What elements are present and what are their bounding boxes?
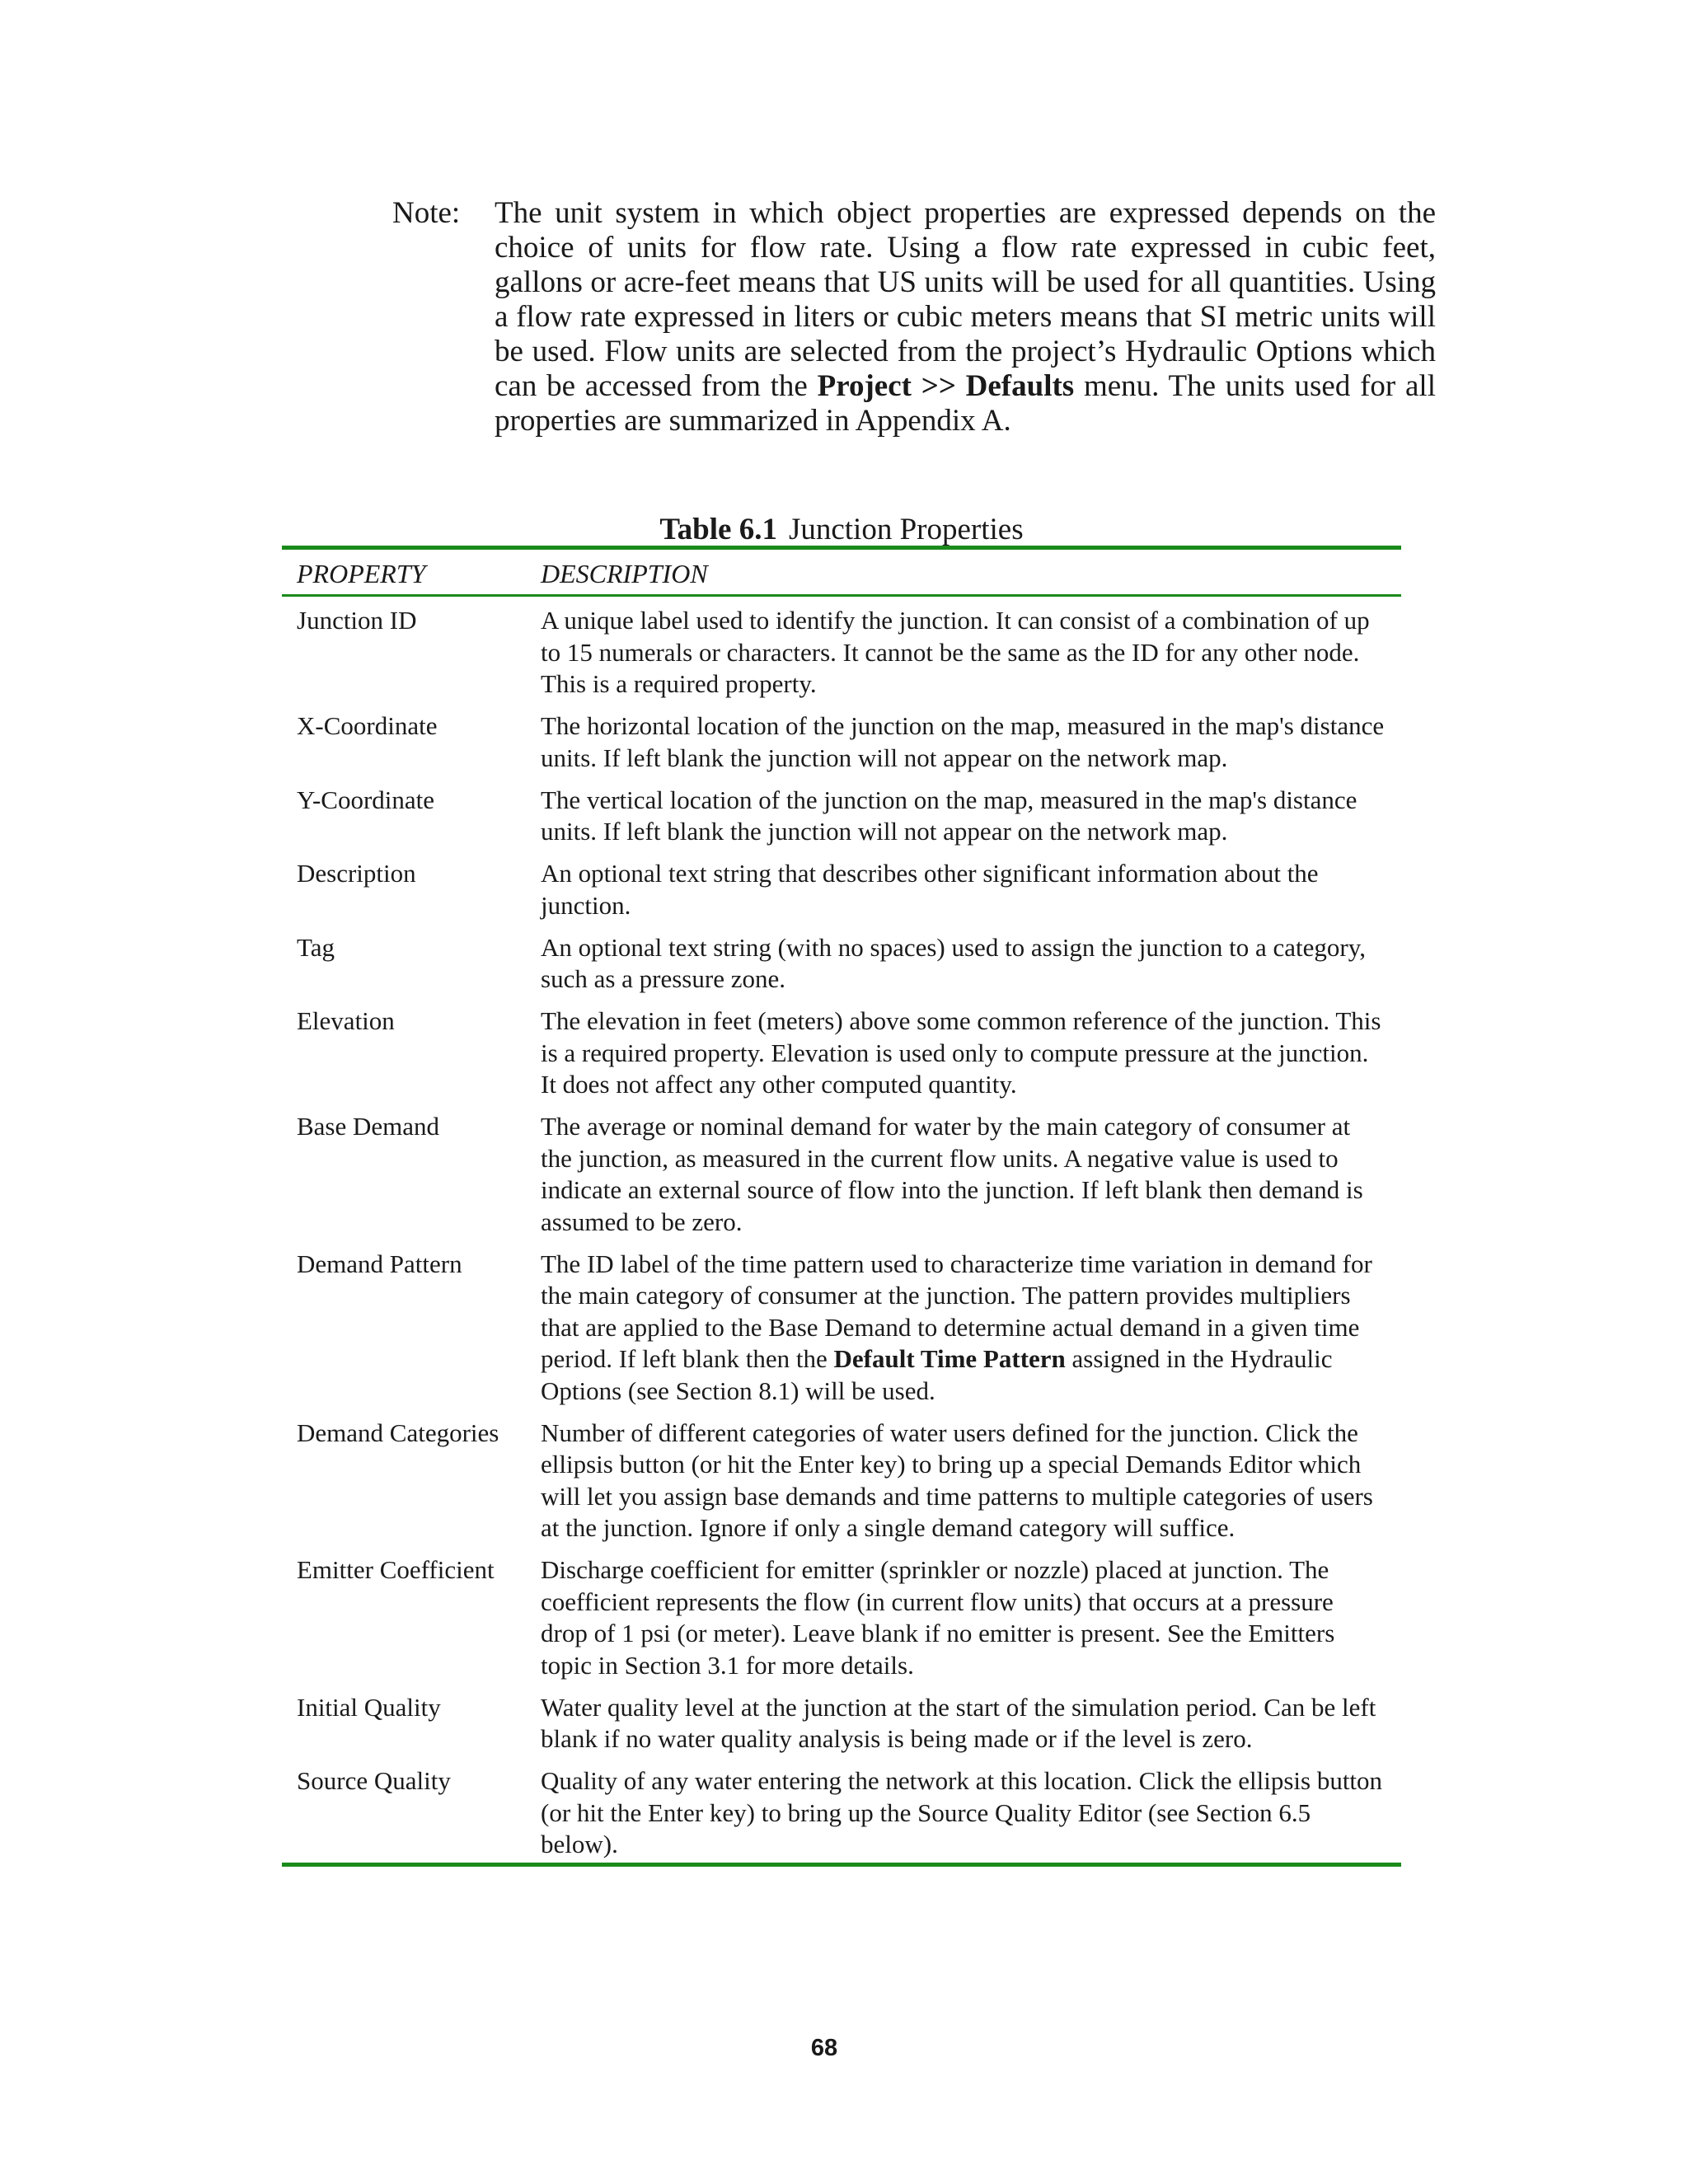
table-row xyxy=(282,1692,1401,1755)
row-description: The horizontal location of the junction on the map, measured in the map's distance units. If left blank the junction will not appear on the network map. xyxy=(541,711,1385,772)
row-description: The elevation in feet (meters) above some common reference of the junction. This is a required property. Elevation is used only to compute pressure at the junction. It does not affect any other computed quantity. xyxy=(541,1006,1381,1099)
row-description: Discharge coefficient for emitter (sprinkler or nozzle) placed at junction. The coefficient represents the flow (in current flow units) that occurs at a pressure drop of 1 psi (or meter). Leave blank if no emitter is present. See the Emitters topic in Section 3.1 for more details. xyxy=(541,1555,1335,1680)
row-property: Junction ID xyxy=(297,606,417,635)
table-caption-number: Table 6.1 xyxy=(659,513,777,546)
row-description: The vertical location of the junction on the map, measured in the map's distance units. If left blank the junction will not appear on the network map. xyxy=(541,785,1357,846)
row-description-part-1: The ID label of the time pattern used to characterize time variation in demand for the main category of consumer at the junction. The pattern provides multipliers that are applied to the Base Demand to determine actual demand in a given time period. If left blank then the xyxy=(541,1249,1372,1373)
row-property: Initial Quality xyxy=(297,1692,441,1722)
row-description: An optional text string (with no spaces) used to assign the junction to a category, such as a pressure zone. xyxy=(541,932,1366,993)
note-menu-path: Project >> Defaults xyxy=(817,369,1075,403)
row-property: Demand Pattern xyxy=(297,1249,462,1278)
row-property: Demand Categories xyxy=(297,1418,499,1447)
junction-properties-table xyxy=(282,546,1401,1867)
row-property: Tag xyxy=(297,932,335,962)
note-label: Note: xyxy=(392,196,461,230)
note-block xyxy=(392,196,1436,438)
table-row xyxy=(282,605,1401,701)
row-description: The average or nominal demand for water by the main category of consumer at the junction, as measured in the current flow units. A negative value is used to indicate an external source of flow into the junction. If left blank then demand is assumed to be zero. xyxy=(541,1112,1363,1236)
table-body xyxy=(282,597,1401,1863)
table-row xyxy=(282,1249,1401,1408)
row-description-part-2: assigned in the Hydraulic Options (see Section 8.1) will be used. xyxy=(541,1344,1333,1405)
table-caption-title: Junction Properties xyxy=(788,513,1024,546)
table-row xyxy=(282,1111,1401,1238)
table-row xyxy=(282,1765,1401,1861)
note-text-part-2: menu. The units used for all properties are summarized in Appendix A. xyxy=(495,369,1436,438)
table-row xyxy=(282,710,1401,774)
row-property: Y-Coordinate xyxy=(297,785,435,814)
table-caption xyxy=(282,513,1401,547)
row-property: Elevation xyxy=(297,1006,395,1035)
table-row xyxy=(282,858,1401,921)
row-property: X-Coordinate xyxy=(297,711,438,740)
row-property: Source Quality xyxy=(297,1766,451,1795)
header-description: DESCRIPTION xyxy=(541,559,708,588)
note-text xyxy=(495,196,1436,438)
table-row xyxy=(282,1005,1401,1101)
row-property: Base Demand xyxy=(297,1112,440,1141)
row-property: Description xyxy=(297,859,416,888)
row-description: Water quality level at the junction at the start of the simulation period. Can be left blank if no water quality analysis is being made or if the level is zero. xyxy=(541,1692,1376,1753)
table-header xyxy=(282,550,1401,597)
note-text-part-1: The unit system in which object properties are expressed depends on the choice of units for flow rate. Using a flow rate expressed in cubic feet, gallons or acre-feet means that US units will be used for all quantities. Using a flow rate expressed in liters or cubic meters means that SI metric units will be used. Flow units are selected from the project’s Hydraulic Options which can be accessed from the xyxy=(495,196,1436,403)
table-row xyxy=(282,932,1401,996)
default-time-pattern-term: Default Time Pattern xyxy=(833,1344,1066,1373)
table-row xyxy=(282,785,1401,848)
page-number: 68 xyxy=(810,2035,838,2061)
row-description: An optional text string that describes other significant information about the junction. xyxy=(541,859,1319,920)
row-description: Number of different categories of water users defined for the junction. Click the ellipsis button (or hit the Enter key) to bring up a special Demands Editor which will let you assign base demands and time patterns to multiple categories of users at the junction. Ignore if only a single demand category will suffice. xyxy=(541,1418,1373,1542)
row-description: Quality of any water entering the network at this location. Click the ellipsis button (or hit the Enter key) to bring up the Source Quality Editor (see Section 6.5 below). xyxy=(541,1766,1383,1858)
row-description xyxy=(541,1249,1401,1408)
table-row xyxy=(282,1554,1401,1681)
row-property: Emitter Coefficient xyxy=(297,1555,495,1584)
header-property: PROPERTY xyxy=(297,559,426,588)
row-description: A unique label used to identify the junction. It can consist of a combination of up to 15 numerals or characters. It cannot be the same as the ID for any other node. This is a required property. xyxy=(541,606,1370,698)
table-row xyxy=(282,1418,1401,1544)
